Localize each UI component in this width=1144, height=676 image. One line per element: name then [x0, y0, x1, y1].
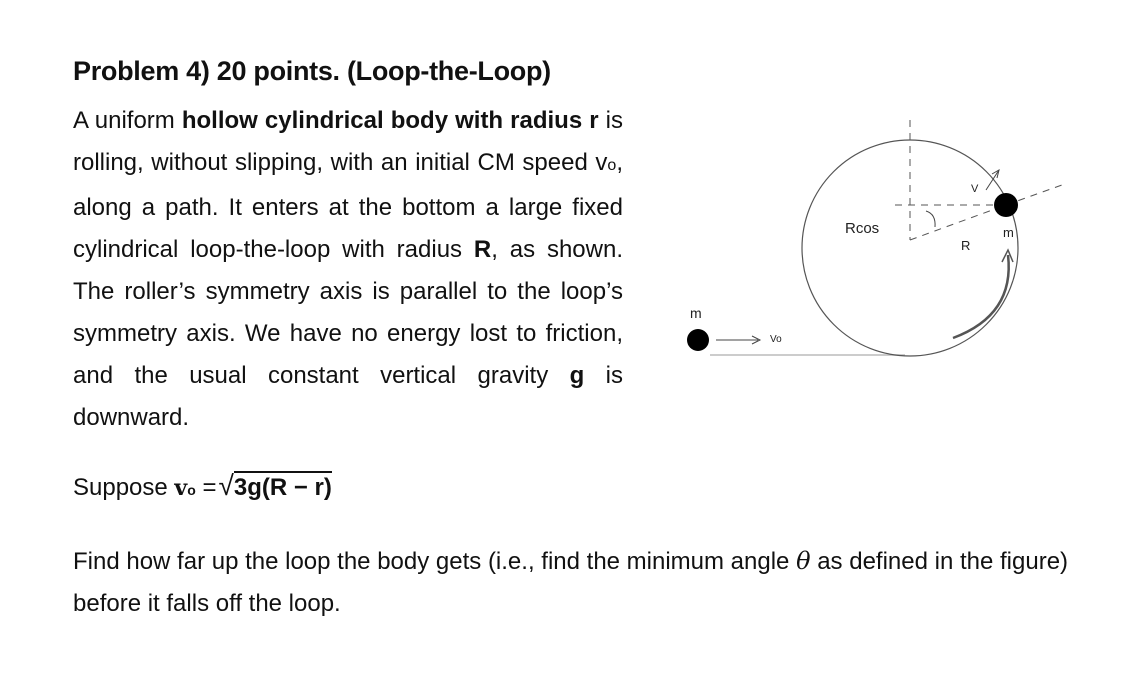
statement-bold-R: R [473, 236, 492, 263]
mass-label-left: m [690, 305, 702, 321]
incoming-mass [687, 329, 709, 351]
problem-title: Problem 4) 20 points. (Loop-the-Loop) [73, 56, 551, 86]
mass-on-loop [994, 193, 1018, 217]
rcos-label: Rcos [845, 220, 880, 237]
r-label: R [961, 238, 971, 253]
suppose-label: Suppose [73, 474, 168, 501]
statement-text-2: is rolling, without slipping, with an initial CM speed v [73, 107, 624, 176]
theta-angle-arc [926, 211, 935, 227]
sqrt-icon: √ [218, 470, 234, 501]
question-text-1: Find how far up the loop the body gets (i.e., find the minimum angle [73, 548, 797, 575]
v-symbol: v [174, 475, 188, 501]
suppose-line [73, 470, 332, 502]
statement-text-5: is downward. [73, 362, 623, 431]
statement-subscript-o: o [607, 157, 617, 174]
question-text [73, 540, 1083, 625]
radicand: 3g(R − r) [234, 471, 332, 501]
equals-sign: = [202, 474, 217, 501]
loop-the-loop-figure [670, 110, 1080, 370]
problem-statement [73, 100, 623, 439]
v-label: V [971, 183, 979, 195]
mass-label-right: m [1003, 225, 1014, 240]
motion-arrow-curve [953, 255, 1009, 338]
statement-text-3: , along a path. It enters at the bottom a large fixed cylindrical loop-the-loop with radius [73, 149, 623, 263]
statement-bold-g: g [569, 362, 585, 389]
statement-text-4: , as shown. The roller’s symmetry axis is parallel to the loop’s symmetry axis. We have no energy lost to friction, and the usual constant vertical gravity [73, 236, 623, 389]
radius-dashed-line [910, 205, 1006, 240]
v-subscript: o [187, 482, 196, 498]
v0-label: Vo [770, 334, 782, 345]
question-text-2: as defined in the figure) before it falls off the loop. [73, 548, 1069, 617]
statement-text-1: A uniform [73, 107, 182, 134]
theta-symbol: θ [796, 547, 811, 575]
statement-bold-body: hollow cylindrical body with radius r [181, 107, 599, 134]
